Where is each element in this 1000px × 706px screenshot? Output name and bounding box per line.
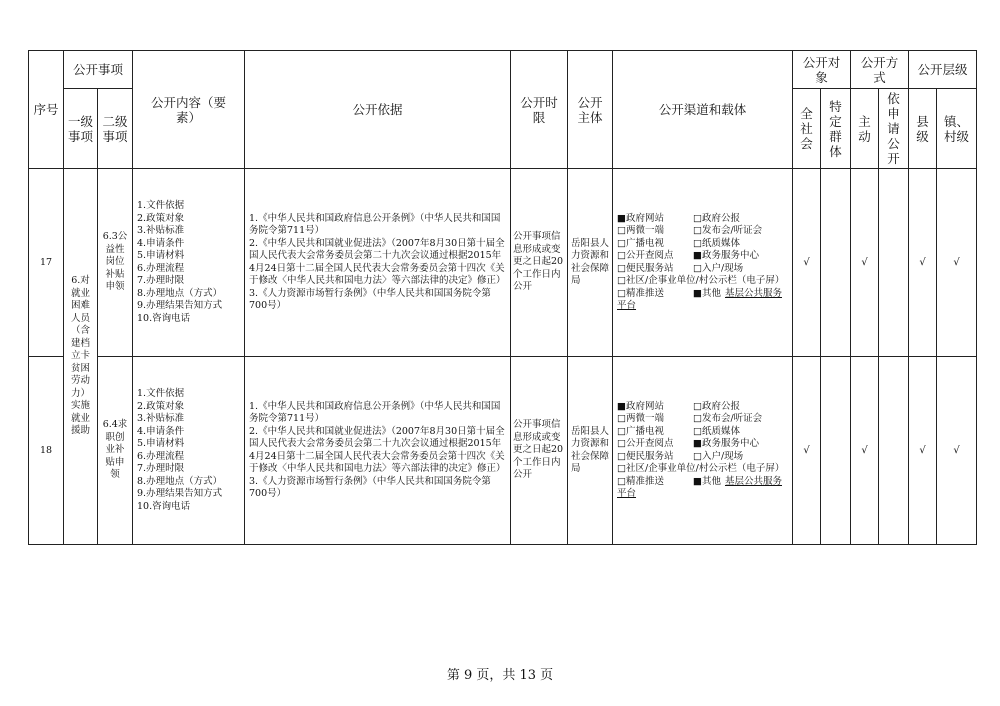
- header-layer: 公开层级: [909, 51, 977, 89]
- table-row: [29, 169, 977, 357]
- header-target-all: 全社会: [793, 89, 821, 169]
- header-basis: 公开依据: [245, 51, 511, 169]
- mark-town: √: [937, 357, 977, 545]
- subject-text: 岳阳县人力资源和社会保障局: [568, 357, 613, 545]
- mark-group: [821, 357, 851, 545]
- header-content: 公开内容（要素）: [133, 51, 245, 169]
- disclosure-table: [28, 50, 977, 545]
- header-layer-county: 县级: [909, 89, 937, 169]
- mark-apply: [879, 357, 909, 545]
- page-footer: 第 9 页，共 13 页: [446, 668, 554, 683]
- mark-all: √: [793, 357, 821, 545]
- mark-county: √: [909, 357, 937, 545]
- header-method-active: 主动: [851, 89, 879, 169]
- mark-town: √: [937, 169, 977, 357]
- mark-apply: [879, 169, 909, 357]
- mark-all: √: [793, 169, 821, 357]
- basis-text: 1.《中华人民共和国政府信息公开条例》（中华人民共和国国务院令第711号） 2.《中华人民共和国就业促进法》（2007年8月30日第十届全国人民代表大会常务委员会第二十九次会议通过根据2015年4月24日第十二届全国人民代表大会常务委员会第十四次《关于修改〈中华人民共和国电力法〉等六部法律的决定》修正） 3.《人力资源市场暂行条例》（中华人民共和国国务院令第700号）: [245, 357, 511, 545]
- mark-active: √: [851, 169, 879, 357]
- channel-list: ■政府网站 □政府公报 □两微一端 □发布会/听证会 □广播电视 □纸质媒体 □公开查阅点 ■政务服务中心 □便民服务站 □入户/现场 □社区/企事业单位/村公示栏（电子屏） □精准推送 ■其他 基层公共服务平台: [613, 357, 793, 545]
- time-text: 公开事项信息形成或变更之日起20个工作日内公开: [511, 357, 568, 545]
- table-row: [29, 357, 977, 545]
- row-seq: 18: [29, 357, 64, 545]
- header-target: 公开对象: [793, 51, 851, 89]
- mark-county: √: [909, 169, 937, 357]
- level1-item: 6.对就业困难人员（含建档立卡贫困劳动力）实施就业援助: [64, 169, 98, 545]
- header-time: 公开时限: [511, 51, 568, 169]
- header-target-group: 特定群体: [821, 89, 851, 169]
- header-level1: 一级事项: [64, 89, 98, 169]
- header-seq: 序号: [29, 51, 64, 169]
- header-channel: 公开渠道和载体: [613, 51, 793, 169]
- row-seq: 17: [29, 169, 64, 357]
- basis-text: 1.《中华人民共和国政府信息公开条例》（中华人民共和国国务院令第711号） 2.《中华人民共和国就业促进法》（2007年8月30日第十届全国人民代表大会常务委员会第二十九次会议通过根据2015年4月24日第十二届全国人民代表大会常务委员会第十四次《关于修改〈中华人民共和国电力法〉等六部法律的决定》修正） 3.《人力资源市场暂行条例》（中华人民共和国国务院令第700号）: [245, 169, 511, 357]
- time-text: 公开事项信息形成或变更之日起20个工作日内公开: [511, 169, 568, 357]
- header-subject: 公开主体: [568, 51, 613, 169]
- header-layer-town: 镇、村级: [937, 89, 977, 169]
- content-list: 1.文件依据 2.政策对象 3.补贴标准 4.申请条件 5.申请材料 6.办理流程 7.办理时限 8.办理地点（方式） 9.办理结果告知方式 10.咨询电话: [133, 357, 245, 545]
- channel-list: ■政府网站 □政府公报 □两微一端 □发布会/听证会 □广播电视 □纸质媒体 □公开查阅点 ■政务服务中心 □便民服务站 □入户/现场 □社区/企事业单位/村公示栏（电子屏） □精准推送 ■其他 基层公共服务平台: [613, 169, 793, 357]
- header-level2: 二级事项: [98, 89, 133, 169]
- header-items: 公开事项: [64, 51, 133, 89]
- mark-group: [821, 169, 851, 357]
- subject-text: 岳阳县人力资源和社会保障局: [568, 169, 613, 357]
- mark-active: √: [851, 357, 879, 545]
- header-method-apply: 依申请公开: [879, 89, 909, 169]
- level2-item: 6.3公益性岗位补贴申领: [98, 169, 133, 357]
- header-method: 公开方式: [851, 51, 909, 89]
- level2-item: 6.4求职创业补贴申领: [98, 357, 133, 545]
- content-list: 1.文件依据 2.政策对象 3.补贴标准 4.申请条件 5.申请材料 6.办理流程 7.办理时限 8.办理地点（方式） 9.办理结果告知方式 10.咨询电话: [133, 169, 245, 357]
